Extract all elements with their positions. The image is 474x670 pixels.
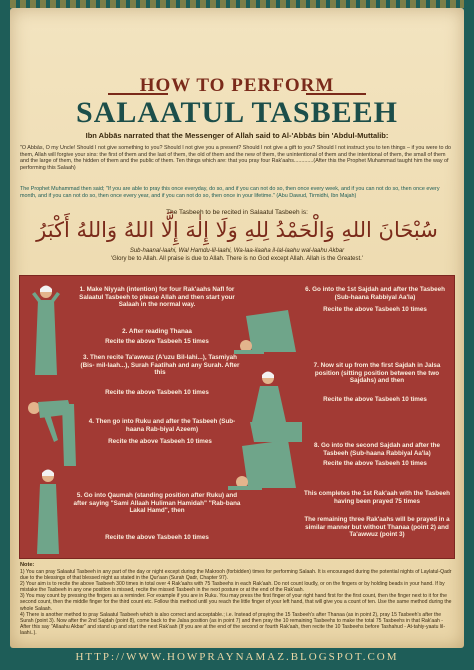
sajdah-prostration-figure-1 — [232, 306, 302, 356]
title-line-1: HOW TO PERFORM — [139, 75, 335, 96]
ruku-bowing-figure — [24, 388, 84, 468]
notes-title: Note: — [20, 562, 35, 568]
step-6-recite: Recite the above Tasbeeh 10 times — [323, 306, 427, 313]
intro-text: Ibn Abbās narrated that the Messenger of Allah said to Al-'Abbās bin 'Abdul-Muttalib: — [85, 131, 389, 140]
step-8-text: 8. Go into the second Sajdah and after the Tasbeeh (Sub-haana Rabbiyal Aa'la) — [314, 442, 440, 457]
jalsa-sitting-figure — [246, 366, 306, 446]
footer-url[interactable]: HTTP://WWW.HOWPRAYNAMAZ.BLOGSPOT.COM — [75, 651, 399, 663]
note-item: 2) Your aim is to recite the above Tasbeeh 300 times in total over 4 Rak'aahs with 75 Tasbeehs in each Rak'aah. Do not count loudly, or on the fingers or by holding beads in your hand. If by mistake the Tasbeeh in any one position is missed, recite the missed Tasbeeh in the next posture or at the end of the Rak'aah. — [20, 581, 445, 594]
step-8-recite: Recite the above Tasbeeh 10 times — [323, 460, 427, 467]
qaumah-standing-figure — [28, 466, 68, 556]
step-5-recite: Recite the above Tasbeeh 10 times — [105, 534, 209, 541]
step-7-text: 7. Now sit up from the first Sajdah in Jalsa position (sitting position between the two Sajdahs) and then — [313, 362, 441, 385]
tasbeeh-arabic: سُبْحَانَ اللهِ وَالْحَمْدُ لِلهِ وَلَا إِلٰهَ إِلَّا اللهُ وَاللهُ أَكْبَرُ — [36, 218, 438, 242]
note-item: 1) You can pray Salaatul Tasbeeh in any part of the day or night except during the Makrooh (forbidden) times for performing Salaah. It is encouraged during the potential nights of Laylatul-Qadr due to the blessings of that blessed night as stated in the Qur'aan (Surah Qadr, Chapter 97). — [20, 569, 452, 582]
step-1-text: 1. Make Niyyah (intention) for four Rak'aahs Nafl for Salaatul Tasbeeh to please Allah and then start your Salaah in the normal way. — [79, 286, 235, 309]
title-line-2: SALAATUL TASBEEH — [76, 96, 398, 129]
step-3-text: 3. Then recite Ta'awwuz (A'uzu Bil-lahi...), Tasmiyah (Bis- mil-laah...), Surah Faatihah and any Surah. After this — [80, 354, 240, 377]
notes-list — [20, 569, 454, 636]
completion-text: This completes the 1st Rak'aah with the Tasbeeh having been prayed 75 times — [304, 490, 450, 505]
note-item: 3) You may count by pressing the fingers as a reminder. For example if you are in Ruku. You may press the first finger of your right hand first for the first count, then the finger next to it for the second count, then the middle finger for the third count etc. Follow this method until you reach the little finger of your left hand, that will give you a count of ten. Use the same method during the whole Salaah. — [20, 593, 452, 612]
step-4-text: 4. Then go into Ruku and after the Tasbeeh (Sub-haana Rab-biyal Azeem) — [88, 418, 236, 433]
step-3-recite: Recite the above Tasbeeh 10 times — [105, 389, 209, 396]
step-6-text: 6. Go into the 1st Sajdah and after the Tasbeeh (Sub-haana Rabbiyal Aa'la) — [305, 286, 445, 301]
note-item: 4) There is another method to pray Salaatul Tasbeeh which is also correct and acceptable.; i.e. Instead of praying the 15 Tasbeeh's after Thanaa (as in point 2), pray 15 Tasbeeh's after the Surah (point 3). Now after the 2nd Sajdah (point 8), come back to the Jalsa position (as in point 7) and then pray the 10 remaining Tasbeehs to make the total 75 Tasbeehs in that Rak'aah - After this say "Allaahu Akbar" and stand up and start the next Rak'aah (If you are at the end of the second or fourth Rak'aah, then recite the 10 Tasbeehs before Tashahud - At-tahiy-yaatu lil-laahi..). — [20, 611, 446, 636]
hadith-text: "O Abbās, O my Uncle! Should I not give something to you? Should I not give you a present? Should I not give a gift to you? Should I not instruct you to ten things – if you were to do them, Allah will forgive your sins: the first of them and the last of them, the old of them and the new of them, the unintentional of them and the intentional of them, the small of them and the large of them, the hidden of them and the public of them. Ten things which are: that you pray four Rak'aahs.............(After this the Prophet Muhammad taught him the way of performing this Salaah) — [20, 145, 452, 171]
tasbeeh-transliteration: Sub-haanal-laahi, Wal Hamdu-lil-laahi, Wa-laa-ilaaha il-lal-laahu wal-laahu Akbar — [129, 248, 345, 254]
step-7-recite: Recite the above Tasbeeh 10 times — [323, 396, 427, 403]
step-2-recite: Recite the above Tasbeeh 15 times — [105, 338, 209, 345]
standing-hands-raised-figure — [26, 280, 66, 380]
remaining-rakaahs-text: The remaining three Rak'aahs will be prayed in a similar manner but without Thanaa (point 2) and Ta'awwuz (point 3) — [304, 516, 450, 539]
steps-panel — [20, 276, 454, 558]
prophet-note: The Prophet Muhammad then said; "If you are able to pray this once everyday, do so, and if you can not do so, then once every week, and if you can not do so, then once every month, and if you can not do so, then once every year, and if you can not do so, then once in your lifetime." (Abu Dawud, Tirmidhi, Ibn Majah) — [20, 186, 440, 199]
tasbeeh-heading: The Tasbeeh to be recited in Salaatul Tasbeeh is: — [166, 209, 308, 216]
step-4-recite: Recite the above Tasbeeh 10 times — [108, 438, 212, 445]
step-2-text: 2. After reading Thanaa — [122, 328, 192, 335]
step-5-text: 5. Go into Qaumah (standing position after Ruku) and after saying "Sami Allaah Huliman Hamidah" "Rab-bana Lakal Hamd", then — [73, 492, 241, 515]
tasbeeh-translation: 'Glory be to Allah. All praise is due to Allah. There is no God except Allah. Allah is the Greatest.' — [111, 256, 363, 262]
top-ornament — [10, 0, 464, 8]
